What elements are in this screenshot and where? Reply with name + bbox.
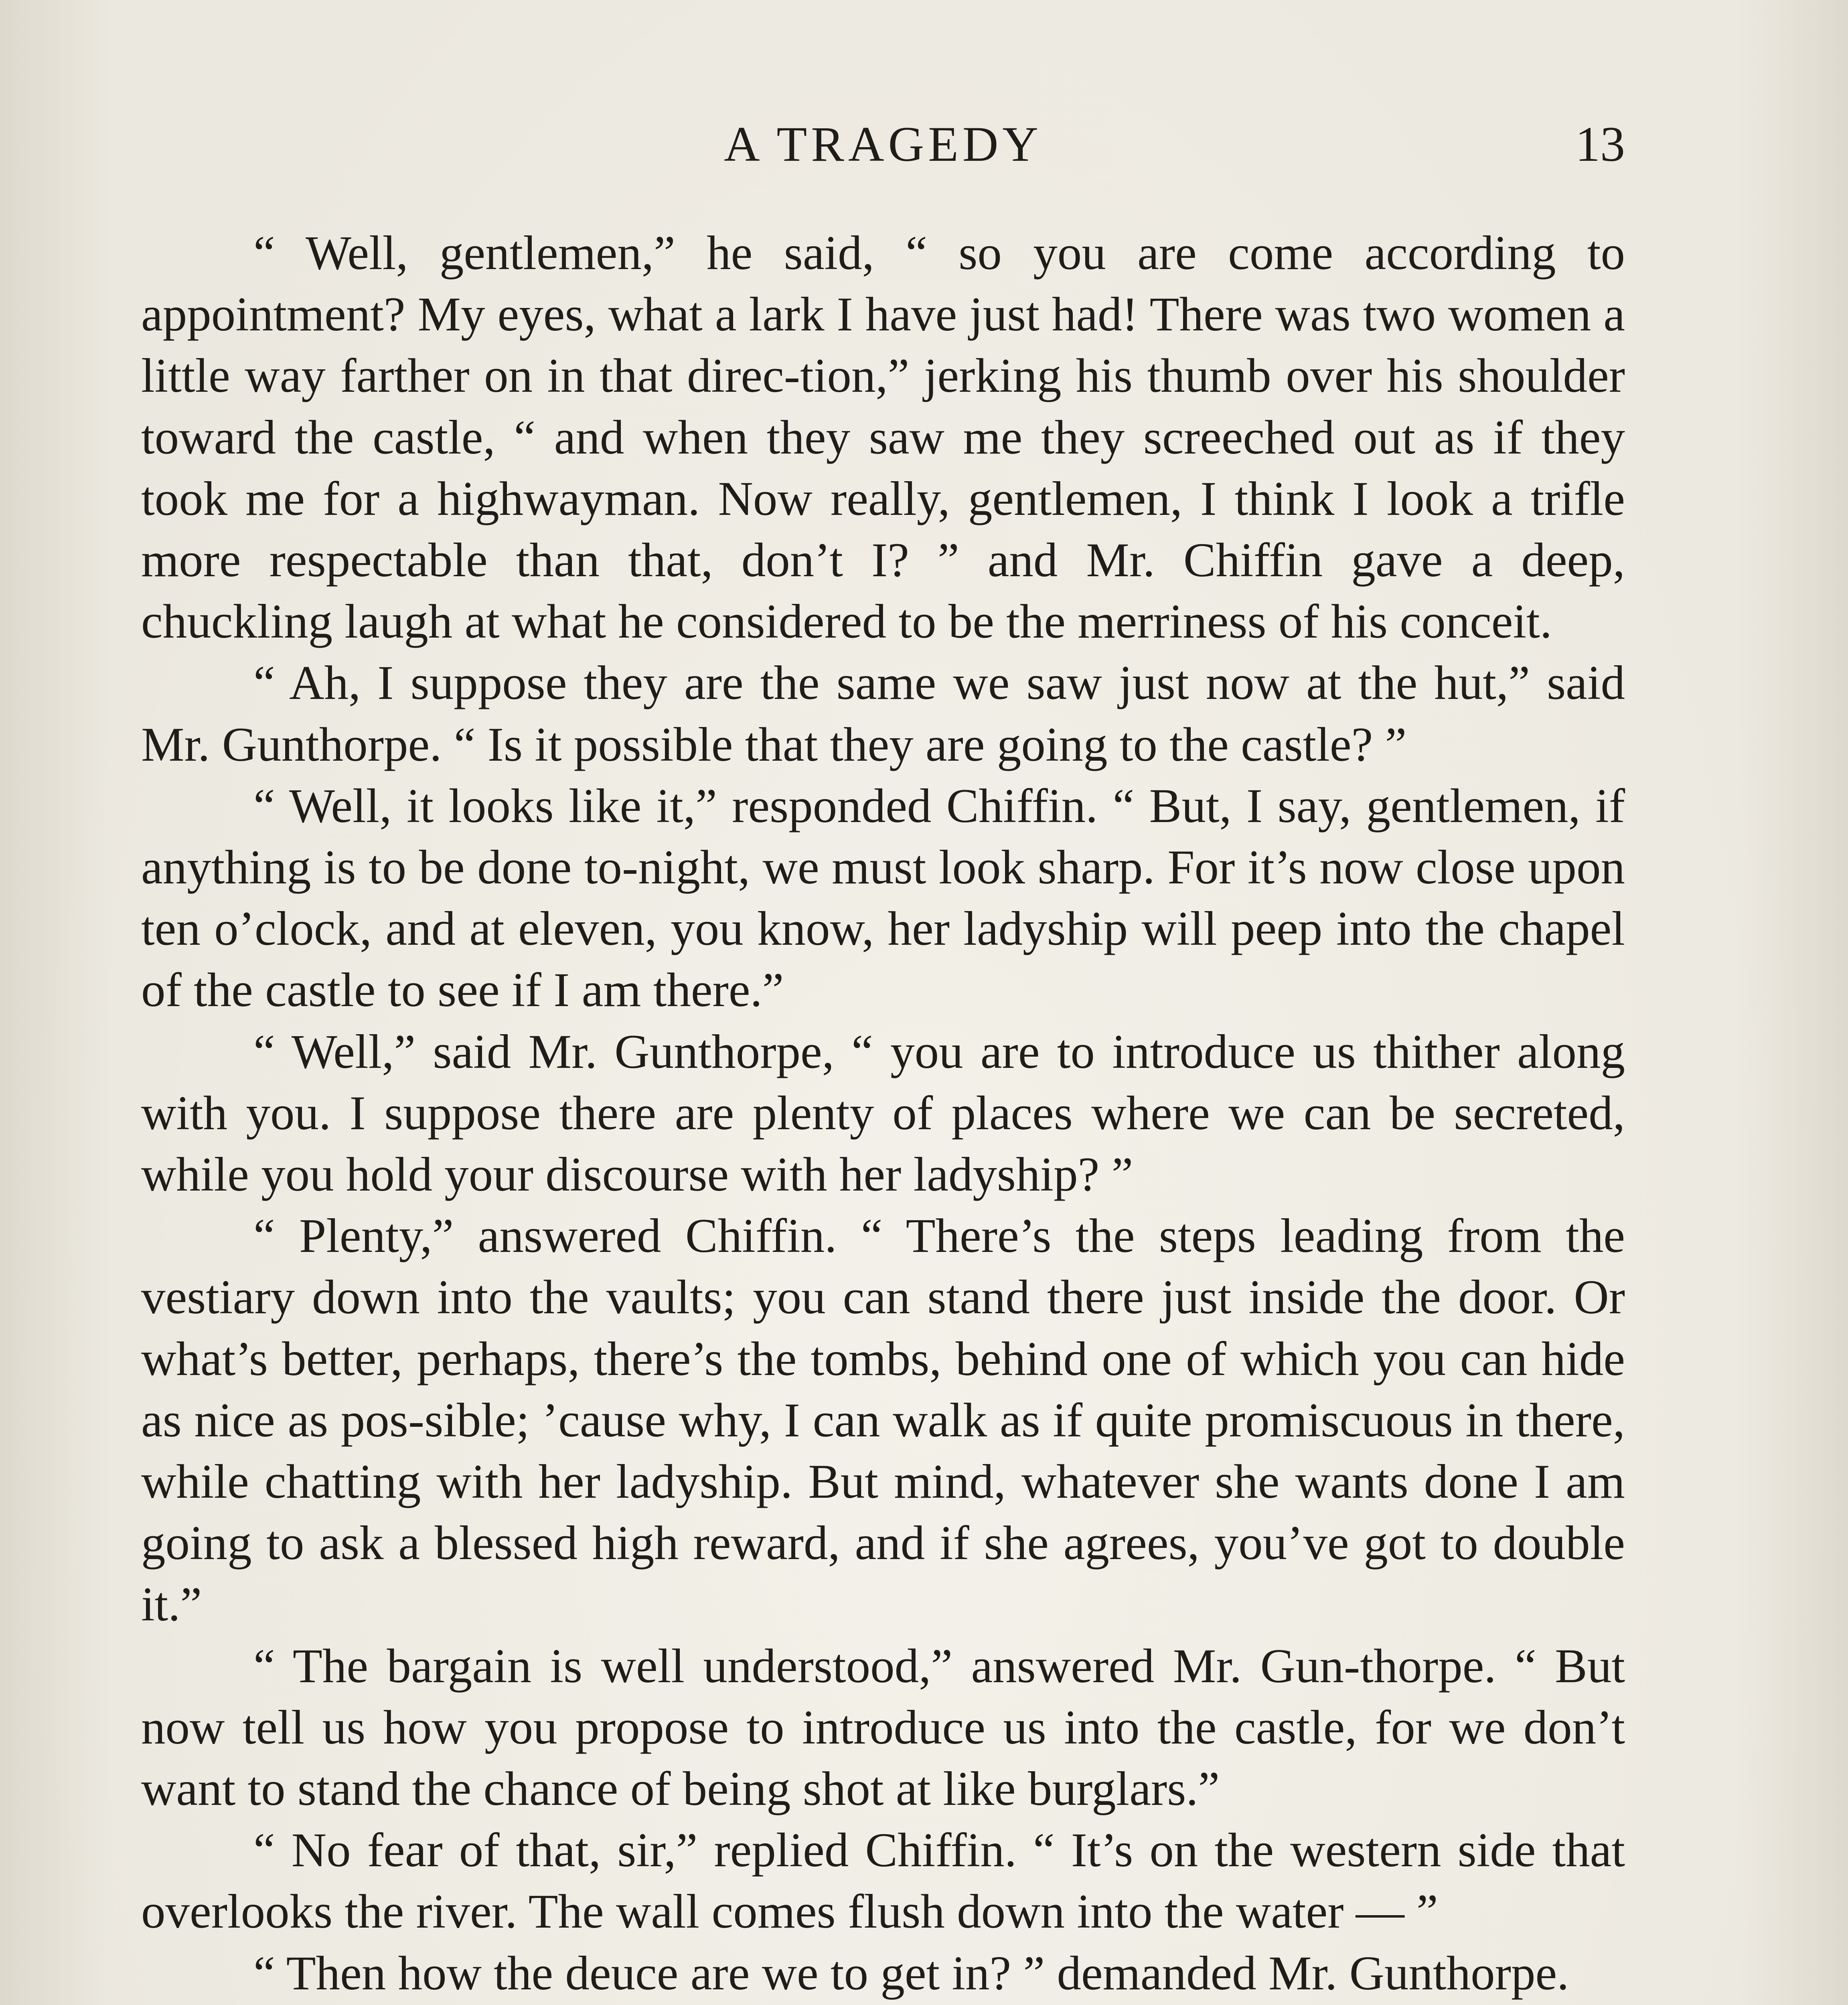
- page-number: 13: [1575, 117, 1625, 172]
- paragraph: “ Well,” said Mr. Gunthorpe, “ you are to introduce us thither along with you. I suppose there are plenty of places where we can be secreted, while you hold your discourse with her ladyship? ”: [141, 1025, 1625, 1202]
- paragraph: “ Well, gentlemen,” he said, “ so you are come according to appointment? My eyes, what a lark I have just had! There was two women a little way farther on in that direc-tion,” jerking his thumb over his shoulder toward the castle, “ and when they saw me they screeched out as if they took me for a highwayman. Now really, gentlemen, I think I look a trifle more respectable than that, don’t I? ” and Mr. Chiffin gave a deep, chuckling laugh at what he considered to be the merriness of his conceit.: [141, 226, 1625, 649]
- paragraph: “ The bargain is well understood,” answered Mr. Gun-thorpe. “ But now tell us how you propose to introduce us into the castle, for we don’t want to stand the chance of being shot at like burglars.”: [141, 1639, 1625, 1816]
- paragraph: “ Then how the deuce are we to get in? ” demanded Mr. Gunthorpe.: [253, 1946, 1569, 2000]
- paragraph: “ Plenty,” answered Chiffin. “ There’s the steps leading from the vestiary down into the vaults; you can stand there just inside the door. Or what’s better, perhaps, there’s the tombs, behind one of which you can hide as nice as pos-sible; ’cause why, I can walk as if quite promiscuous in there, while chatting with her ladyship. But mind, whatever she wants done I am going to ask a blessed high reward, and if she agrees, you’ve got to double it.”: [141, 1209, 1625, 1632]
- body-text: [141, 223, 1625, 2005]
- running-head: [141, 114, 1625, 174]
- paragraph: “ Ah, I suppose they are the same we saw just now at the hut,” said Mr. Gunthorpe. “ Is it possible that they are going to the castle? ”: [141, 656, 1625, 772]
- paragraph: “ Well, it looks like it,” responded Chiffin. “ But, I say, gentlemen, if anything is to be done to-night, we must look sharp. For it’s now close upon ten o’clock, and at eleven, you know, her ladyship will peep into the chapel of the castle to see if I am there.”: [141, 779, 1625, 1017]
- paragraph: “ No fear of that, sir,” replied Chiffin. “ It’s on the western side that overlooks the river. The wall comes flush down into the water — ”: [141, 1823, 1625, 1939]
- running-title: A TRAGEDY: [724, 117, 1042, 172]
